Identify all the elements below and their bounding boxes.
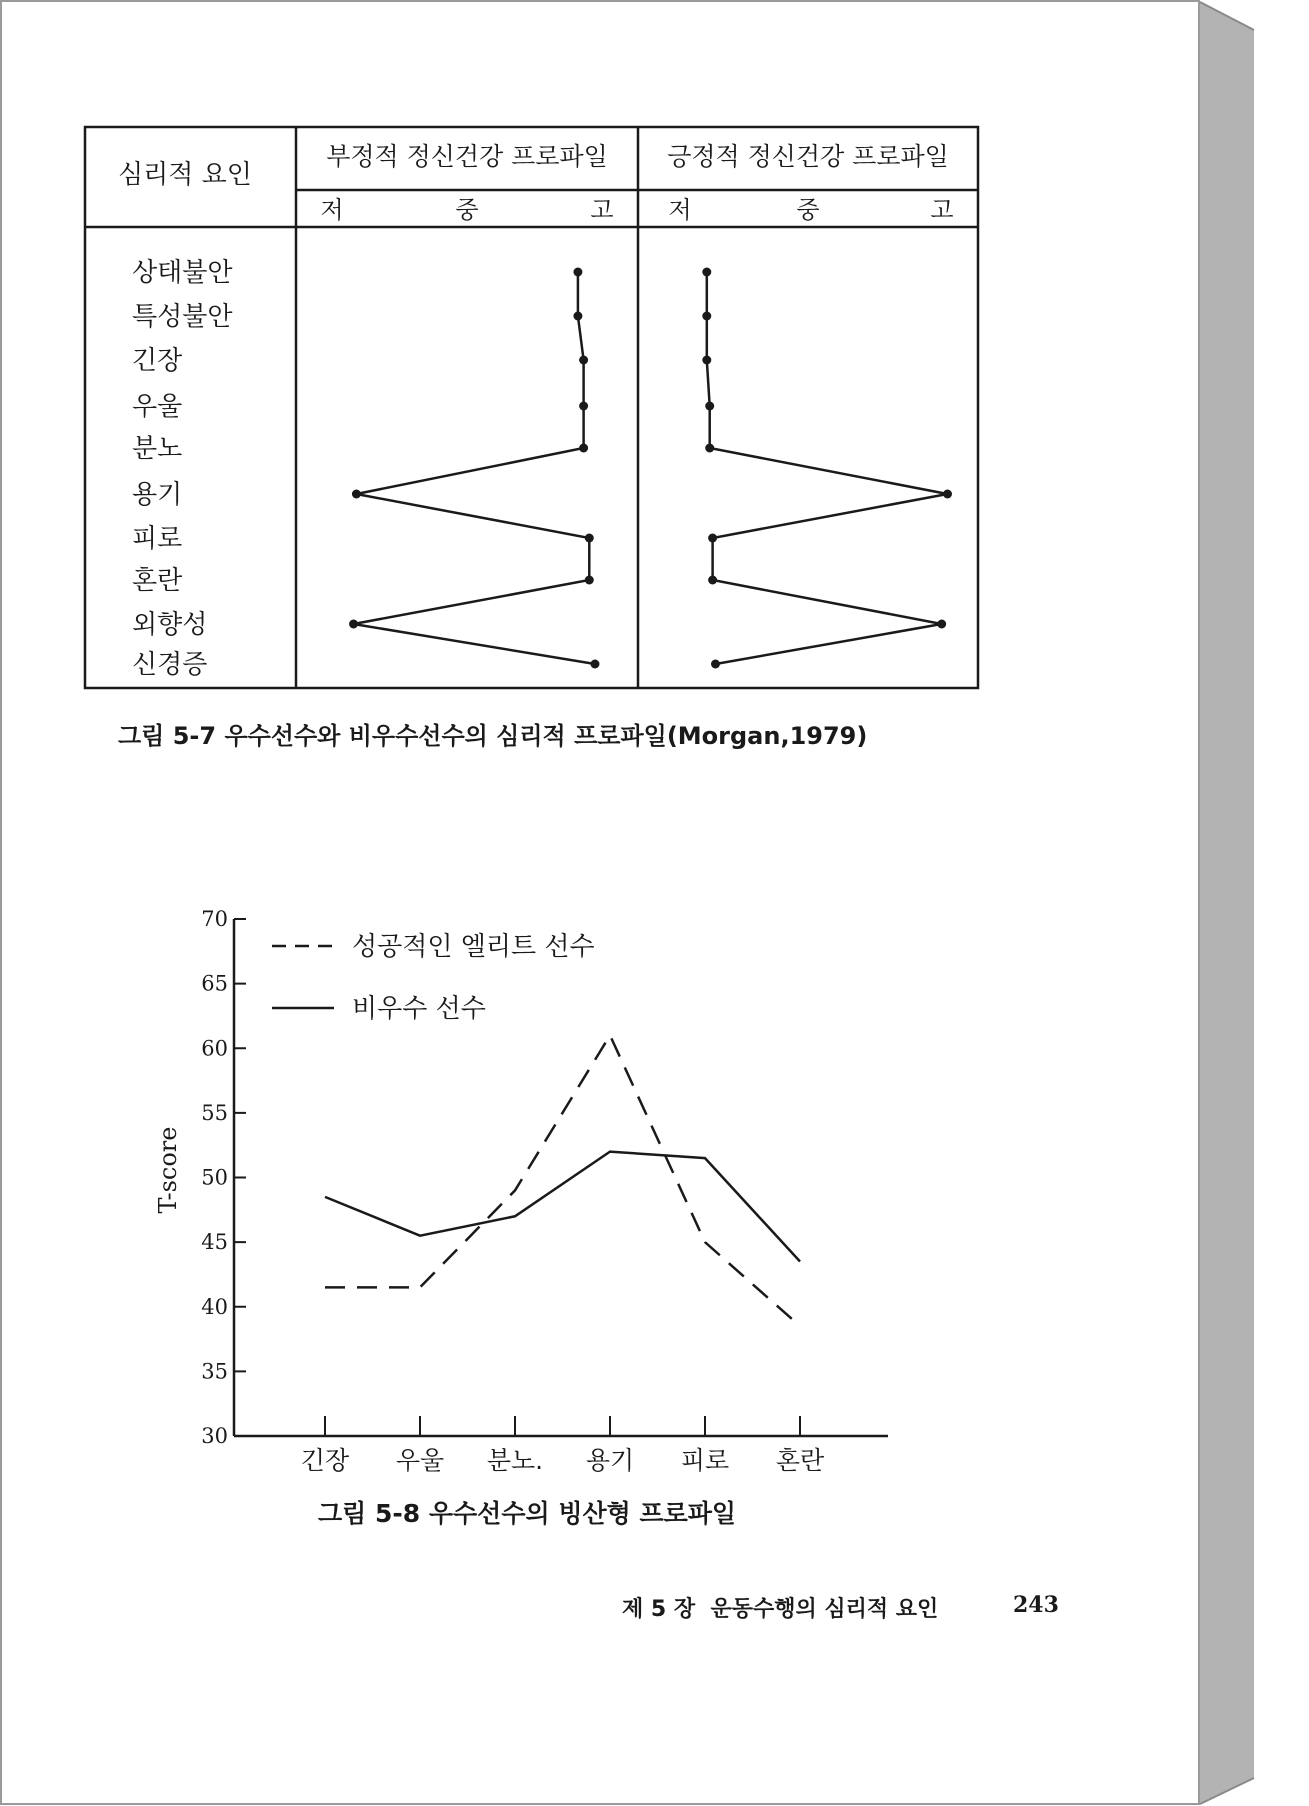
x-tick-label: 우울 — [395, 1446, 445, 1475]
neg-scale-high: 고 — [590, 196, 614, 224]
negative-profile-header: 부정적 정신건강 프로파일 — [326, 142, 608, 171]
factor-label: 분노 — [132, 434, 183, 464]
legend-label: 성공적인 엘리트 선수 — [352, 932, 595, 962]
factor-label: 피로 — [132, 524, 183, 554]
y-tick-label: 40 — [201, 1294, 228, 1319]
y-tick-label: 45 — [201, 1230, 228, 1255]
factor-label: 신경증 — [132, 650, 208, 680]
tscore-legend — [272, 932, 595, 1024]
legend-label: 비우수 선수 — [352, 994, 486, 1024]
factor-column-header: 심리적 요인 — [118, 160, 252, 190]
pos-scale-high: 고 — [930, 196, 954, 224]
factor-label: 특성불안 — [132, 302, 233, 332]
elite-series-line — [325, 1035, 800, 1326]
x-tick-label: 피로 — [680, 1446, 730, 1475]
tscore-axes — [154, 907, 888, 1475]
neg-scale-low: 저 — [320, 196, 344, 224]
chapter-label: 제 5 장 운동수행의 심리적 요인 — [622, 1597, 939, 1622]
x-tick-label: 분노. — [486, 1446, 544, 1475]
factor-label: 상태불안 — [132, 258, 233, 288]
y-tick-label: 70 — [201, 907, 228, 931]
neg-scale-mid: 중 — [455, 196, 479, 224]
non-elite-series-line — [325, 1152, 800, 1262]
x-tick-label: 용기 — [585, 1446, 635, 1475]
pos-scale-mid: 중 — [796, 196, 820, 224]
factor-label: 외향성 — [132, 610, 208, 640]
factor-label: 우울 — [132, 392, 183, 422]
page-number: 243 — [1013, 1592, 1059, 1618]
factor-label: 혼란 — [132, 566, 183, 596]
y-tick-label: 50 — [201, 1165, 228, 1190]
positive-profile-header: 긍정적 정신건강 프로파일 — [667, 142, 949, 171]
pos-scale-low: 저 — [668, 196, 692, 224]
y-tick-label: 35 — [201, 1359, 228, 1384]
y-tick-label: 30 — [201, 1424, 228, 1448]
x-tick-label: 긴장 — [300, 1446, 350, 1475]
y-tick-label: 55 — [201, 1100, 228, 1125]
factor-label: 긴장 — [132, 346, 183, 376]
tscore-series — [325, 1035, 800, 1326]
y-tick-label: 60 — [201, 1036, 228, 1061]
figure-5-8-caption: 그림 5-8 우수선수의 빙산형 프로파일 — [318, 1499, 737, 1528]
factor-label: 용기 — [132, 480, 183, 510]
figure-5-7-caption: 그림 5-7 우수선수와 비우수선수의 심리적 프로파일(Morgan,1979) — [118, 722, 868, 750]
x-tick-label: 혼란 — [775, 1446, 825, 1475]
y-axis-label: T-score — [154, 1126, 182, 1214]
y-tick-label: 65 — [201, 971, 228, 996]
